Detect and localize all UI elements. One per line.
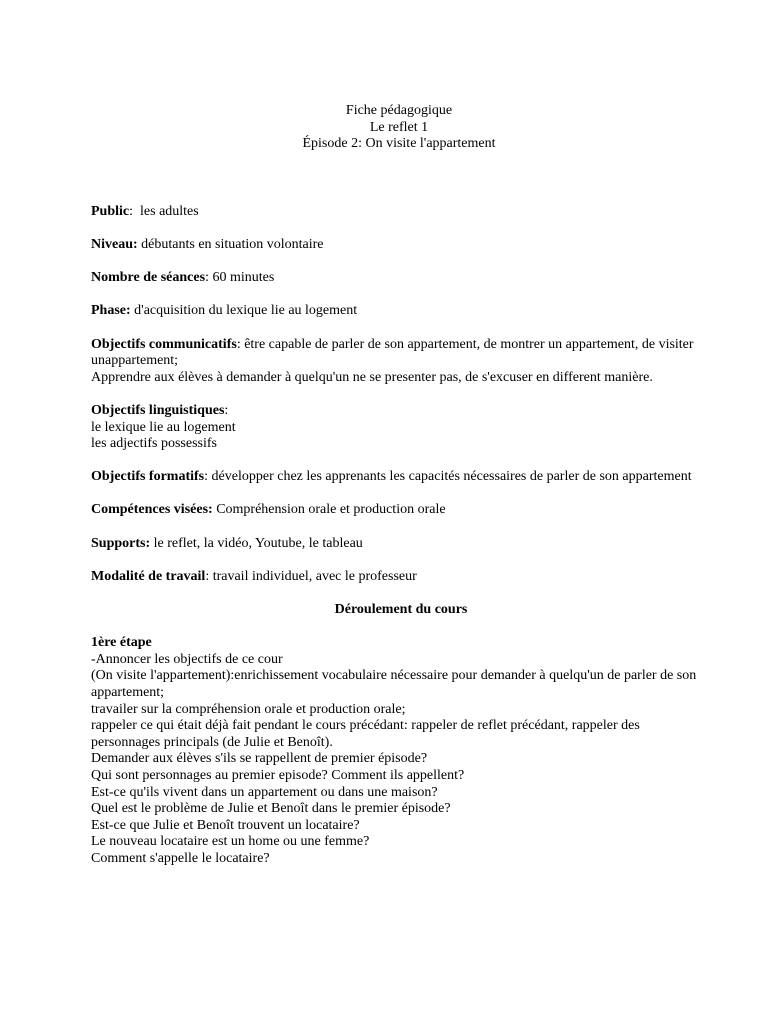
step-line: Est-ce que Julie et Benoît trouvent un locataire? xyxy=(91,817,360,833)
section-heading: Déroulement du cours xyxy=(334,602,468,618)
field-niveau-label: Niveau: xyxy=(91,236,138,252)
field-competences-value: Compréhension orale et production orale xyxy=(216,502,446,518)
step-line: Demander aux élèves s'ils se rappellent de premier épisode? xyxy=(91,751,428,767)
field-seances-value: 60 minutes xyxy=(212,270,275,286)
field-seances-label: Nombre de séances xyxy=(91,270,206,286)
field-obj-ling-label: Objectifs linguistiques xyxy=(91,402,225,418)
field-obj-form-value: développer chez les apprenants les capacités nécessaires de parler de son appartement xyxy=(211,469,692,485)
field-obj-ling-line: les adjectifs possessifs xyxy=(91,436,217,452)
field-obj-ling-sep: : xyxy=(224,402,229,418)
field-niveau xyxy=(91,237,711,254)
field-supports-label: Supports: xyxy=(91,535,151,551)
step-line: (On visite l'appartement):enrichissement vocabulaire nécessaire pour demander à quelqu'un de parler de son appartement; xyxy=(91,668,697,700)
title-line-3: Épisode 2: On visite l'appartement xyxy=(302,136,496,152)
field-objectifs-communicatifs xyxy=(91,337,711,387)
field-seances-sep: : xyxy=(205,270,213,286)
field-public-sep: : xyxy=(129,203,141,219)
document-content xyxy=(91,103,711,868)
field-phase xyxy=(91,303,711,320)
field-modalite xyxy=(91,569,711,586)
field-obj-form-sep: : xyxy=(204,469,212,485)
title-line-1: Fiche pédagogique xyxy=(345,103,453,118)
step-title: 1ère étape xyxy=(91,635,152,651)
step-line: travailer sur la compréhension orale et production orale; xyxy=(91,701,406,717)
field-obj-comm-extra: Apprendre aux élèves à demander à quelqu'un ne se presenter pas, de s'excuser en different manière. xyxy=(91,369,653,385)
step-line: Le nouveau locataire est un home ou une femme? xyxy=(91,834,370,850)
field-modalite-label: Modalité de travail xyxy=(91,568,206,584)
step-line: -Annoncer les objectifs de ce cour xyxy=(91,651,283,667)
field-obj-ling-line: le lexique lie au logement xyxy=(91,419,236,435)
field-supports-value: le reflet, la vidéo, Youtube, le tableau xyxy=(153,535,363,551)
field-obj-comm-value: être capable de parler de son appartement, de montrer un appartement, de visiter unappartement; xyxy=(91,336,694,369)
title-spacer xyxy=(91,153,711,204)
field-phase-value: d'acquisition du lexique lie au logement xyxy=(134,303,358,319)
field-public-label: Public xyxy=(91,203,130,219)
field-competences xyxy=(91,502,711,519)
field-objectifs-linguistiques xyxy=(91,403,711,453)
step-line: Est-ce qu'ils vivent dans un appartement ou dans une maison? xyxy=(91,784,438,800)
field-competences-label: Compétences visées: xyxy=(91,502,213,518)
field-obj-comm-sep: : xyxy=(236,336,245,352)
field-niveau-value: débutants en situation volontaire xyxy=(141,236,324,252)
field-phase-label: Phase: xyxy=(91,303,131,319)
field-seances xyxy=(91,270,711,287)
title-block xyxy=(87,103,711,153)
field-modalite-sep: : xyxy=(205,568,213,584)
field-obj-form-label: Objectifs formatifs xyxy=(91,469,205,485)
field-modalite-value: travail individuel, avec le professeur xyxy=(212,568,417,584)
field-public-value: les adultes xyxy=(140,203,199,219)
step-line: Comment s'appelle le locataire? xyxy=(91,850,270,866)
step-block xyxy=(91,635,711,867)
field-objectifs-formatifs xyxy=(91,469,711,486)
step-line: Quel est le problème de Julie et Benoît dans le premier épisode? xyxy=(91,801,451,817)
field-supports xyxy=(91,536,711,553)
step-line: rappeler ce qui était déjà fait pendant le cours précédant: rappeler de reflet précédant, rappeler des personnages principals (de Julie et Benoît). xyxy=(91,718,640,750)
field-obj-comm-label: Objectifs communicatifs xyxy=(91,336,237,352)
step-line: Qui sont personnages au premier episode? Comment ils appellent? xyxy=(91,767,465,783)
title-line-2: Le reflet 1 xyxy=(369,119,429,135)
field-public xyxy=(91,204,711,221)
